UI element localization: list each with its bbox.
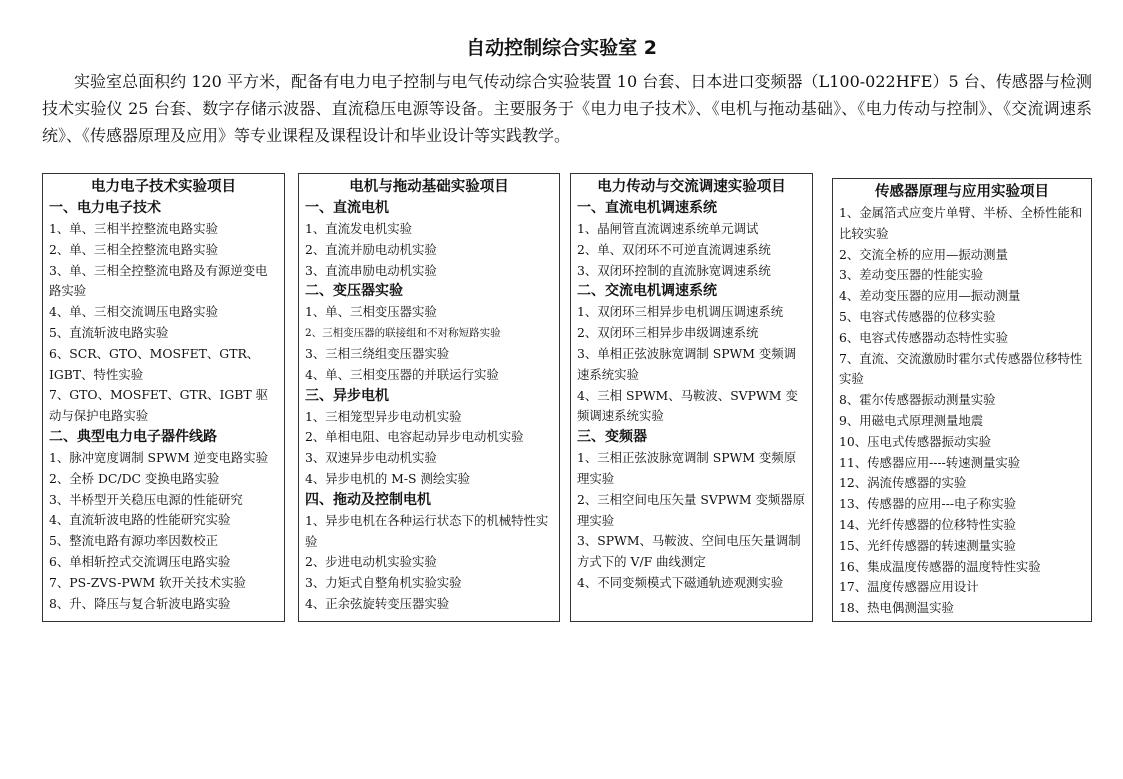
list-item: 2、三相空间电压矢量 SVPWM 变频器原理实验 <box>577 491 806 528</box>
section-heading: 三、异步电机 <box>305 387 389 404</box>
list-item: 7、直流、交流激励时霍尔式传感器位移特性实验 <box>839 350 1083 387</box>
list-item: 3、力矩式自整角机实验实验 <box>305 575 462 591</box>
section-heading: 四、拖动及控制电机 <box>305 491 431 508</box>
list-item: 2、单相电阻、电容起动异步电动机实验 <box>305 429 524 445</box>
list-item: 5、整流电路有源功率因数校正 <box>49 533 218 549</box>
section-heading: 二、变压器实验 <box>305 283 403 300</box>
list-item: 4、差动变压器的应用—振动测量 <box>839 288 1021 304</box>
list-item: 3、SPWM、马鞍波、空间电压矢量调制方式下的 V/F 曲线测定 <box>577 533 801 570</box>
list-item: 6、单相斩控式交流调压电路实验 <box>49 553 231 569</box>
motor-drive-box <box>298 173 560 622</box>
list-item: 7、PS-ZVS-PWM 软开关技术实验 <box>49 574 246 590</box>
list-item: 4、单、三相变压器的并联运行实验 <box>305 366 499 382</box>
list-item: 3、单、三相全控整流电路及有源逆变电路实验 <box>49 262 268 299</box>
list-item: 14、光纤传感器的位移特性实验 <box>839 516 1016 532</box>
list-item: 4、直流斩波电路的性能研究实验 <box>49 512 231 528</box>
list-item: 3、差动变压器的性能实验 <box>839 267 984 283</box>
list-item: 12、涡流传感器的实验 <box>839 475 967 491</box>
drive-speed-control-box <box>570 173 813 622</box>
list-item: 10、压电式传感器振动实验 <box>839 433 992 449</box>
list-item: 4、三相 SPWM、马鞍波、SVPWM 变频调速系统实验 <box>577 387 798 424</box>
list-item: 1、金属箔式应变片单臂、半桥、全桥性能和比较实验 <box>839 205 1083 241</box>
list-item: 13、传感器的应用---电子称实验 <box>839 496 1017 512</box>
list-item: 1、双闭环三相异步电机调压调速系统 <box>577 304 784 320</box>
list-item: 4、异步电机的 M-S 测绘实验 <box>305 470 471 486</box>
list-item: 8、霍尔传感器振动测量实验 <box>839 392 996 408</box>
intro-paragraph: 实验室总面积约 120 平方米，配备有电力电子控制与电气传动综合实验装置 10 台套、日本进口变频器（L100-022HFE）5 台、传感器与检测技术实验仪 25 台套、数字存储示波器、直流稳压电源等设备。主要服务于《电力电子技术》、《电机与拖动基础》、《电力传动与控制》、《交流调速系统》、《传感器原理及应用》等专业课程及课程设计和毕业设计等实践教学。 <box>42 72 1092 145</box>
list-item: 1、单、三相半控整流电路实验 <box>49 221 218 236</box>
section-heading: 一、直流电机调速系统 <box>577 200 717 216</box>
list-item: 1、脉冲宽度调制 SPWM 逆变电路实验 <box>49 449 269 465</box>
list-item: 1、单、三相变压器实验 <box>305 304 437 320</box>
list-item: 2、双闭环三相异步串级调速系统 <box>577 325 759 341</box>
section-heading: 一、电力电子技术 <box>49 200 161 216</box>
list-item: 3、半桥型开关稳压电源的性能研究 <box>49 491 243 507</box>
list-item: 2、单、三相全控整流电路实验 <box>49 241 218 257</box>
list-item: 2、单、双闭环不可逆直流调速系统 <box>577 241 771 257</box>
list-item: 16、集成温度传感器的温度特性实验 <box>839 558 1041 574</box>
section-heading: 二、典型电力电子器件线路 <box>49 428 217 445</box>
list-item: 7、GTO、MOSFET、GTR、IGBT 驱动与保护电路实验 <box>49 387 268 424</box>
list-item: 3、单相正弦波脉宽调制 SPWM 变频调速系统实验 <box>577 345 797 382</box>
section-heading: 二、交流电机调速系统 <box>577 283 717 300</box>
box-title: 电力传动与交流调速实验项目 <box>597 179 786 195</box>
document-title: 自动控制综合实验室 2 <box>466 37 657 59</box>
list-item: 2、全桥 DC/DC 变换电路实验 <box>49 470 220 486</box>
list-item: 18、热电偶测温实验 <box>839 600 954 616</box>
list-item: 9、用磁电式原理测量地震 <box>839 412 984 428</box>
list-item: 1、直流发电机实验 <box>305 221 413 236</box>
list-item: 5、直流斩波电路实验 <box>49 324 169 340</box>
power-electronics-box <box>42 173 285 622</box>
list-item: 3、三相三绕组变压器实验 <box>305 345 450 361</box>
list-item: 2、交流全桥的应用—振动测量 <box>839 246 1008 262</box>
list-item: 15、光纤传感器的转速测量实验 <box>839 537 1016 553</box>
list-item: 3、直流串励电动机实验 <box>305 262 437 278</box>
box-title: 传感器原理与应用实验项目 <box>875 184 1049 200</box>
list-item: 6、电容式传感器动态特性实验 <box>839 329 1008 345</box>
section-heading: 三、变频器 <box>577 429 647 446</box>
list-item: 2、三相变压器的联接组和不对称短路实验 <box>305 327 501 340</box>
list-item: 1、三相笼型异步电动机实验 <box>305 408 462 424</box>
box-title: 电机与拖动基础实验项目 <box>349 179 509 195</box>
list-item: 8、升、降压与复合斩波电路实验 <box>49 595 231 611</box>
sensor-box <box>832 178 1092 622</box>
list-item: 17、温度传感器应用设计 <box>839 579 979 595</box>
list-item: 3、双闭环控制的直流脉宽调速系统 <box>577 262 771 278</box>
list-item: 6、SCR、GTO、MOSFET、GTR、IGBT、特性实验 <box>49 345 260 382</box>
list-item: 4、单、三相交流调压电路实验 <box>49 304 218 320</box>
list-item: 5、电容式传感器的位移实验 <box>839 308 996 324</box>
list-item: 11、传感器应用----转速测量实验 <box>839 454 1021 470</box>
list-item: 1、三相正弦波脉宽调制 SPWM 变频原理实验 <box>577 450 797 486</box>
box-title: 电力电子技术实验项目 <box>91 179 236 195</box>
list-item: 2、直流并励电动机实验 <box>305 241 437 257</box>
list-item: 4、正余弦旋转变压器实验 <box>305 595 450 611</box>
list-item: 3、双速异步电动机实验 <box>305 450 437 466</box>
section-heading: 一、直流电机 <box>305 200 389 216</box>
list-item: 1、晶闸管直流调速系统单元调试 <box>577 221 759 236</box>
list-item: 4、不同变频模式下磁通轨迹观测实验 <box>577 574 784 590</box>
list-item: 1、异步电机在各种运行状态下的机械特性实验 <box>305 512 549 549</box>
list-item: 2、步进电动机实验实验 <box>305 554 437 570</box>
